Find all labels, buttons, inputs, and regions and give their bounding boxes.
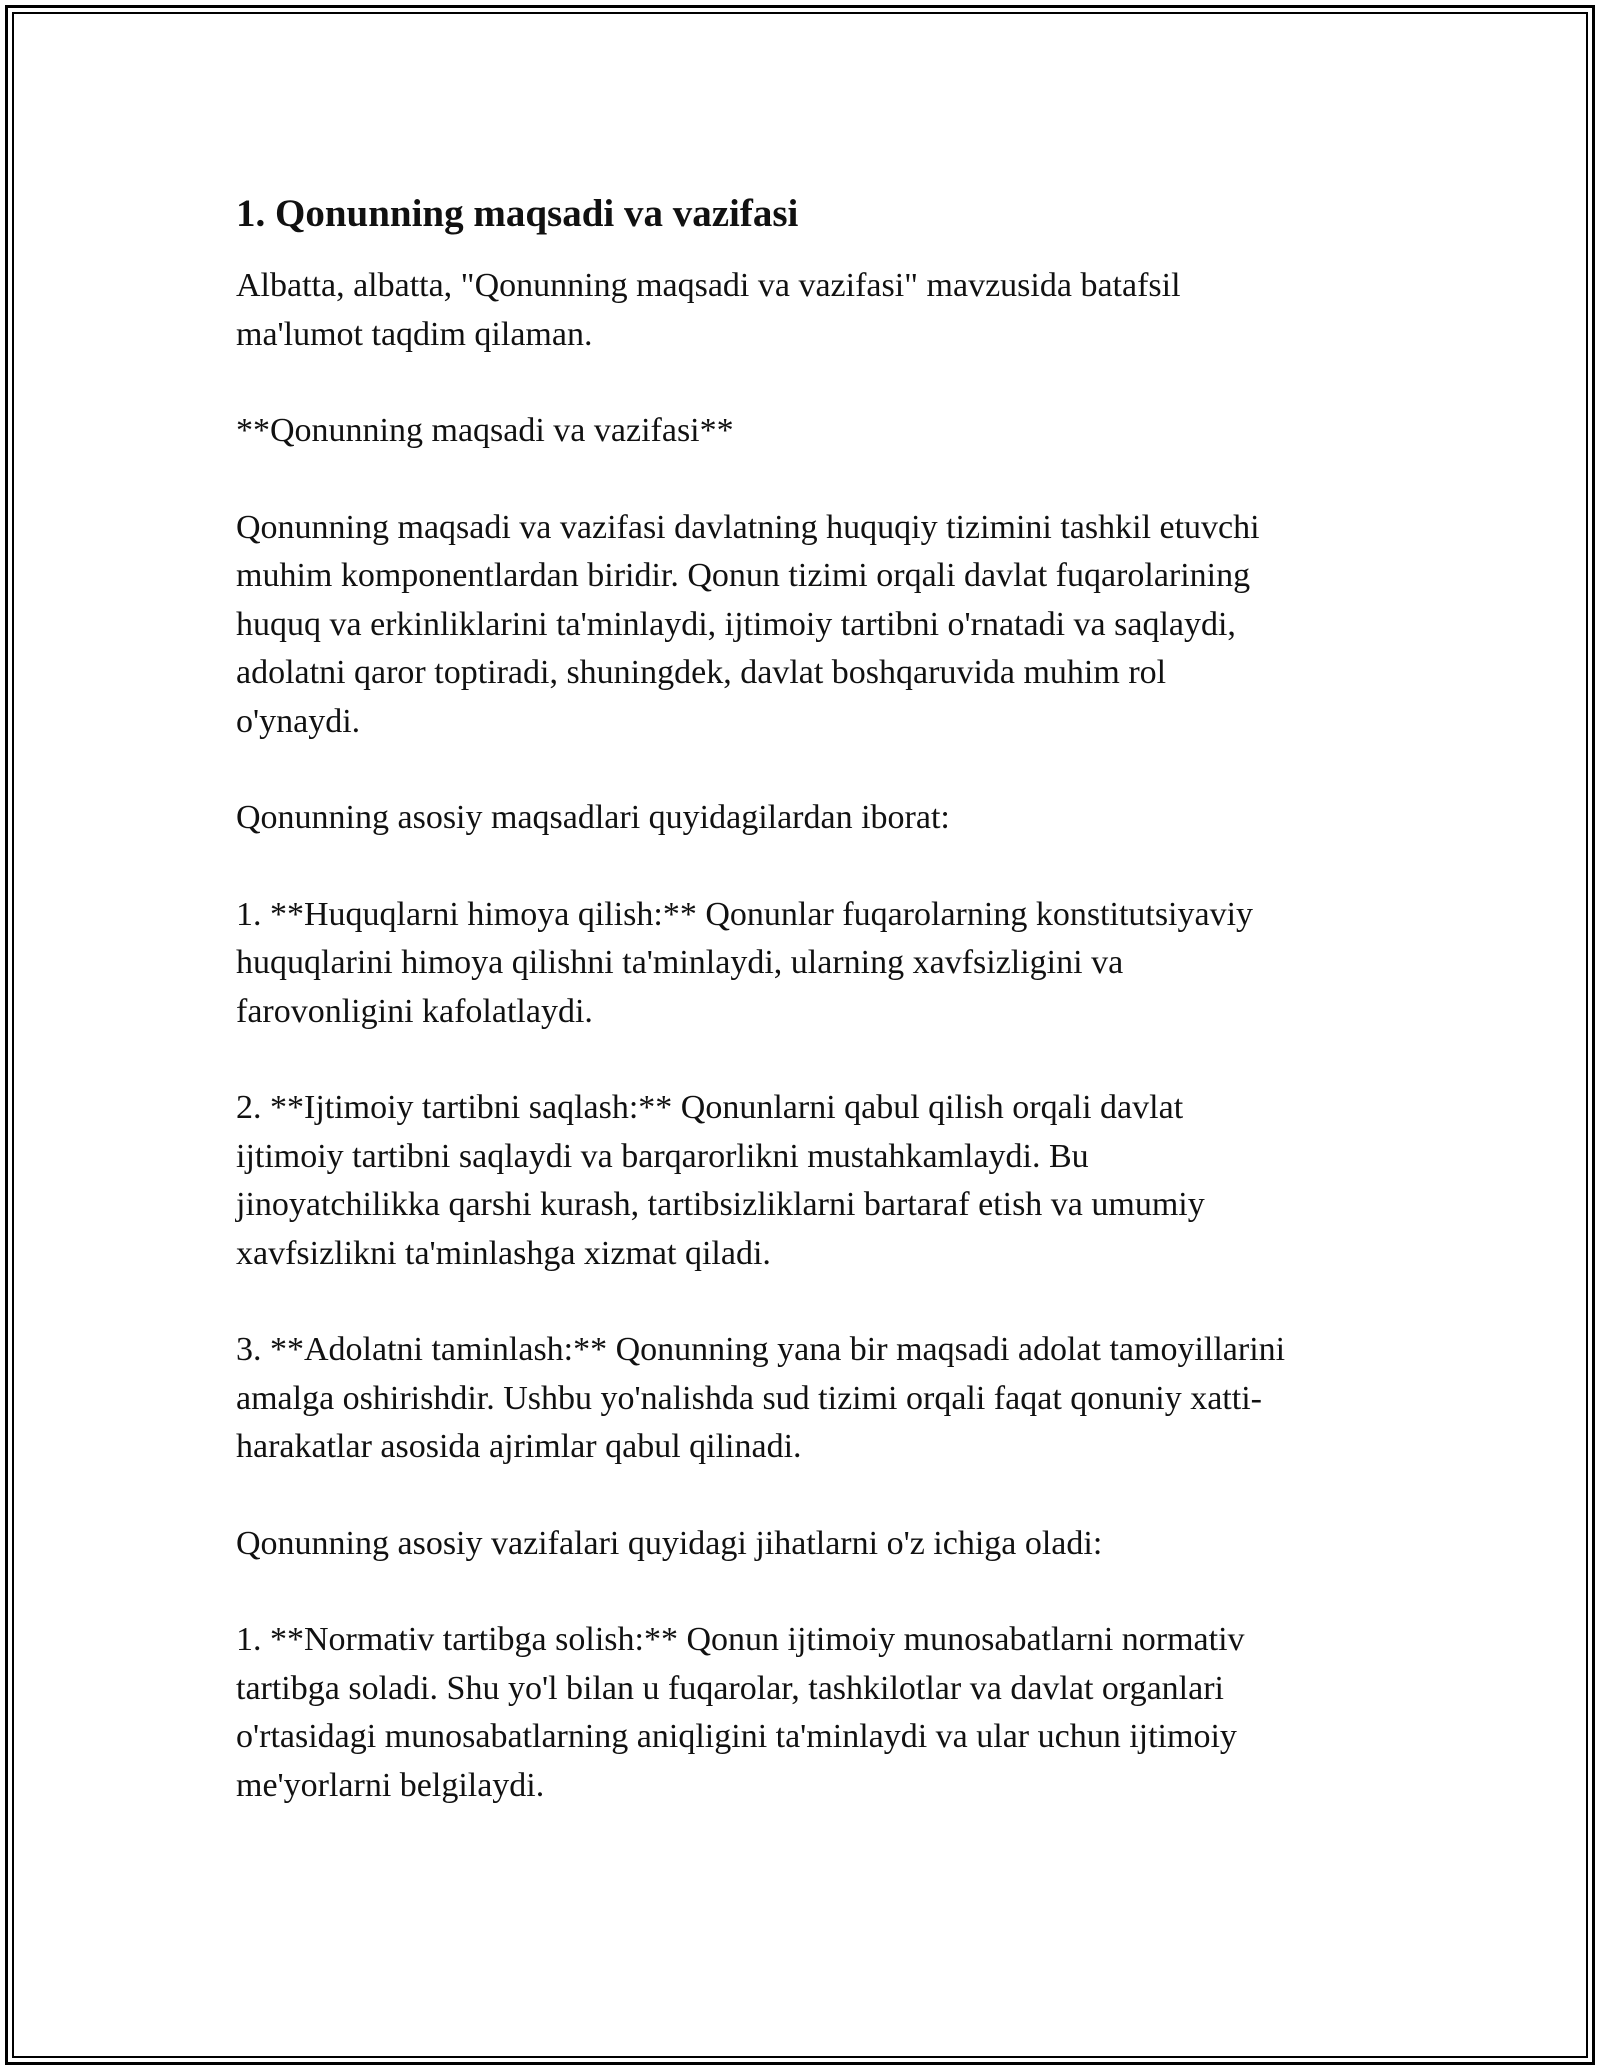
paragraph-subheading: **Qonunning maqsadi va vazifasi** bbox=[236, 412, 734, 449]
paragraph-intro: Albatta, albatta, "Qonunning maqsadi va vazifasi" mavzusida batafsil ma'lumot taqdim qilaman. bbox=[236, 267, 1181, 353]
document-body bbox=[236, 182, 1386, 1810]
list-item-goal-2: 2. **Ijtimoiy tartibni saqlash:** Qonunlarni qabul qilish orqali davlat ijtimoiy tartibni saqlaydi va barqarorlikni mustahkamlaydi. Bu jinoyatchilikka qarshi kurash, tartibsizliklarni bartaraf etish va umumiy xavfsizlikni ta'minlashga xizmat qiladi. bbox=[236, 1089, 1205, 1272]
list-item-task-1: 1. **Normativ tartibga solish:** Qonun ijtimoiy munosabatlarni normativ tartibga soladi. Shu yo'l bilan u fuqarolar, tashkilotlar va davlat organlari o'rtasidagi munosabatlarning aniqligini ta'minlaydi va ular uchun ijtimoiy me'yorlarni belgilaydi. bbox=[236, 1621, 1245, 1804]
list-item-goal-3: 3. **Adolatni taminlash:** Qonunning yana bir maqsadi adolat tamoyillarini amalga oshirishdir. Ushbu yo'nalishda sud tizimi orqali faqat qonuniy xatti- harakatlar asosida ajrimlar qabul qilinadi. bbox=[236, 1331, 1286, 1465]
document-title: 1. Qonunning maqsadi va vazifasi bbox=[236, 192, 799, 235]
list-item-goal-1: 1. **Huquqlarni himoya qilish:** Qonunlar fuqarolarning konstitutsiyaviy huquqlarini himoya qilishni ta'minlaydi, ularning xavfsizligini va farovonligini kafolatlaydi. bbox=[236, 895, 1254, 1030]
paragraph-goals-intro: Qonunning asosiy maqsadlari quyidagilardan iborat: bbox=[236, 799, 950, 836]
paragraph-tasks-intro: Qonunning asosiy vazifalari quyidagi jihatlarni o'z ichiga oladi: bbox=[236, 1524, 1103, 1562]
paragraph-overview: Qonunning maqsadi va vazifasi davlatning huquqiy tizimini tashkil etuvchi muhim komponentlardan biridir. Qonun tizimi orqali davlat fuqarolarining huquq va erkinliklarini ta'minlaydi, ijtimoiy tartibni o'rnatadi va saqlaydi, adolatni qaror toptiradi, shuningdek, davlat boshqaruvida muhim rol o'ynaydi. bbox=[236, 508, 1260, 740]
